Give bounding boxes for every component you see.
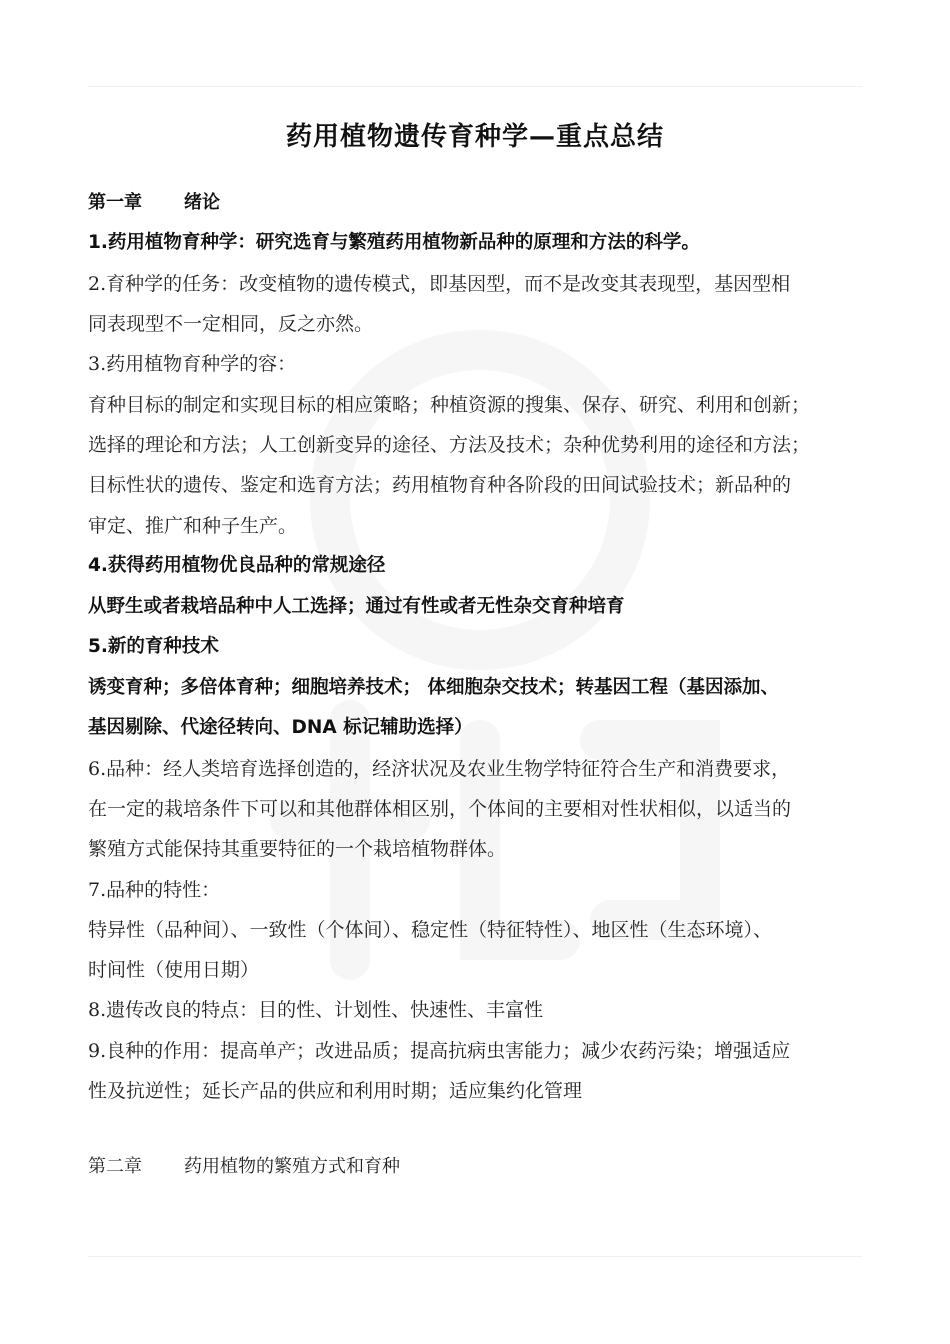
- paragraph-line-3: 同表现型不一定相同，反之亦然。: [88, 313, 374, 335]
- chapter-1-label: 第一章: [88, 192, 142, 213]
- paragraph-line-11: 5.新的育种技术: [88, 636, 219, 657]
- paragraph-line-19: 时间性（使用日期）: [88, 959, 260, 981]
- header-rule: [88, 86, 862, 87]
- paragraph-line-4: 3.药用植物育种学的容：: [88, 353, 297, 375]
- chapter-1-name: 绪论: [184, 192, 220, 213]
- paragraph-line-10: 从野生或者栽培品种中人工选择；通过有性或者无性杂交育种培育: [88, 596, 625, 617]
- paragraph-line-17: 7.品种的特性：: [88, 879, 221, 901]
- chapter-1-heading: [88, 191, 220, 215]
- paragraph-line-6: 选择的理论和方法；人工创新变异的途径、方法及技术；杂种优势利用的途径和方法；: [88, 434, 811, 456]
- paragraph-line-2: 2.育种学的任务：改变植物的遗传模式，即基因型，而不是改变其表现型，基因型相: [88, 273, 791, 295]
- paragraph-line-7: 目标性状的遗传、鉴定和选育方法；药用植物育种各阶段的田间试验技术；新品种的: [88, 474, 792, 496]
- paragraph-line-8: 审定、推广和种子生产。: [88, 515, 298, 537]
- document-title: 药用植物遗传育种学—重点总结: [285, 122, 664, 152]
- paragraph-line-5: 育种目标的制定和实现目标的相应策略；种植资源的搜集、保存、研究、利用和创新；: [88, 394, 811, 416]
- paragraph-line-21: 9.良种的作用：提高单产；改进品质；提高抗病虫害能力；减少农药污染；增强适应: [88, 1040, 791, 1062]
- paragraph-line-16: 繁殖方式能保持其重要特征的一个栽培植物群体。: [88, 838, 507, 860]
- paragraph-line-13: 基因剔除、代途径转向、DNA 标记辅助选择）: [88, 717, 473, 738]
- paragraph-line-12: 诱变育种；多倍体育种；细胞培养技术； 体细胞杂交技术；转基因工程（基因添加、: [88, 677, 779, 698]
- paragraph-line-20: 8.遗传改良的特点：目的性、计划性、快速性、丰富性: [88, 999, 544, 1021]
- chapter-2-name: 药用植物的繁殖方式和育种: [184, 1156, 400, 1177]
- chapter-2-label: 第二章: [88, 1156, 142, 1177]
- footer-rule: [88, 1256, 862, 1257]
- paragraph-line-9: 4.获得药用植物优良品种的常规途径: [88, 555, 386, 576]
- paragraph-line-15: 在一定的栽培条件下可以和其他群体相区别，个体间的主要相对性状相似，以适当的: [88, 798, 792, 820]
- chapter-2-heading: [88, 1155, 400, 1179]
- paragraph-line-18: 特异性（品种间）、一致性（个体间）、稳定性（特征特性）、地区性（生态环境）、: [88, 919, 773, 941]
- paragraph-line-22: 性及抗逆性；延长产品的供应和利用时期；适应集约化管理: [88, 1080, 583, 1102]
- paragraph-line-1: 1.药用植物育种学：研究选育与繁殖药用植物新品种的原理和方法的科学。: [88, 232, 700, 253]
- paragraph-line-14: 6.品种：经人类培育选择创造的，经济状况及农业生物学特征符合生产和消费要求，: [88, 758, 791, 780]
